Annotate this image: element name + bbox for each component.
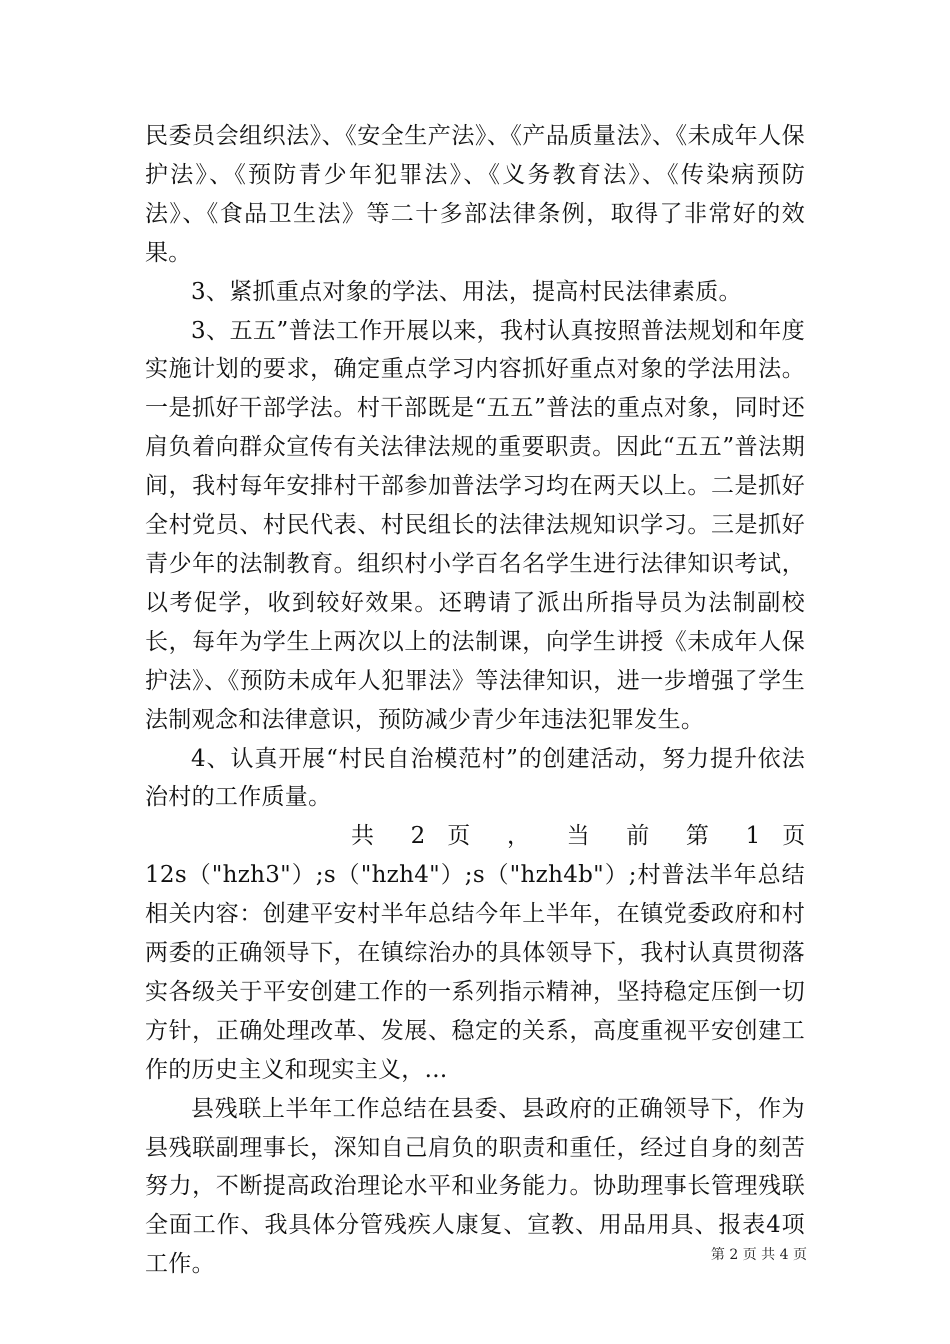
page-counter-token: 第 (685, 823, 724, 850)
page-footer-label: 第 2 页 共 4 页 (710, 1247, 807, 1263)
page-counter-token: 2 (410, 823, 426, 850)
paragraph-item-3-body: 3、五五”普法工作开展以来，我村认真按照普法规划和年度实施计划的要求，确定重点学习内容抓好重点对象的学法用法。一是抓好干部学法。村干部既是“五五”普法的重点对象，同时还肩负着向群众宣传有关法律法规的重要职责。因此“五五”普法期间，我村每年安排村干部参加普法学习均在两天以上。二是抓好全村党员、村民代表、村民组长的法律法规知识学习。三是抓好青少年的法制教育。组织村小学百名名学生进行法律知识考试，以考促学，收到较好效果。还聘请了派出所指导员为法制副校长，每年为学生上两次以上的法制课，向学生讲授《未成年人保护法》、《预防未成年人犯罪法》等法律知识，进一步增强了学生法制观念和法律意识，预防减少青少年违法犯罪发生。 (145, 317, 805, 733)
page-counter-token: 当 (566, 823, 605, 850)
document-body (145, 117, 805, 1284)
page-counter-token: 1 (745, 823, 761, 850)
paragraph-disabled-federation-summary: 县残联上半年工作总结在县委、县政府的正确领导下，作为县残联副理事长，深知自己肩负的职责和重任，经过自身的刻苦努力，不断提高政治理论水平和业务能力。协助理事长管理残联全面工作、我具体分管残疾人康复、宣教、用品用具、报表4项工作。 (145, 1095, 805, 1278)
inline-page-counter (145, 817, 805, 856)
paragraph-item-3-heading: 3、紧抓重点对象的学法、用法，提高村民法律素质。 (191, 278, 742, 305)
page-counter-token: 共 (351, 823, 389, 850)
page-counter-token: 页 (447, 823, 485, 850)
page-counter-token: 页 (782, 823, 806, 850)
paragraph-law-list: 民委员会组织法》、《安全生产法》、《产品质量法》、《未成年人保护法》、《预防青少年犯罪法》、《义务教育法》、《传染病预防法》、《食品卫生法》等二十多部法律条例，取得了非常好的效果。 (145, 123, 805, 266)
paragraph-item-4: 4、认真开展“村民自治模范村”的创建活动，努力提升依法治村的工作质量。 (145, 745, 805, 811)
page-counter-token: ， (506, 823, 545, 850)
paragraph-related-content: 12s（"hzh3"）;s（"hzh4"）;s（"hzh4b"）;村普法半年总结相关内容：创建平安村半年总结今年上半年，在镇党委政府和村两委的正确领导下，在镇综治办的具体领导下，我村认真贯彻落实各级关于平安创建工作的一系列指示精神，坚持稳定压倒一切方针，正确处理改革、发展、稳定的关系，高度重视平安创建工作的历史主义和现实主义，... (145, 862, 805, 1083)
page-counter-token: 前 (626, 823, 664, 850)
